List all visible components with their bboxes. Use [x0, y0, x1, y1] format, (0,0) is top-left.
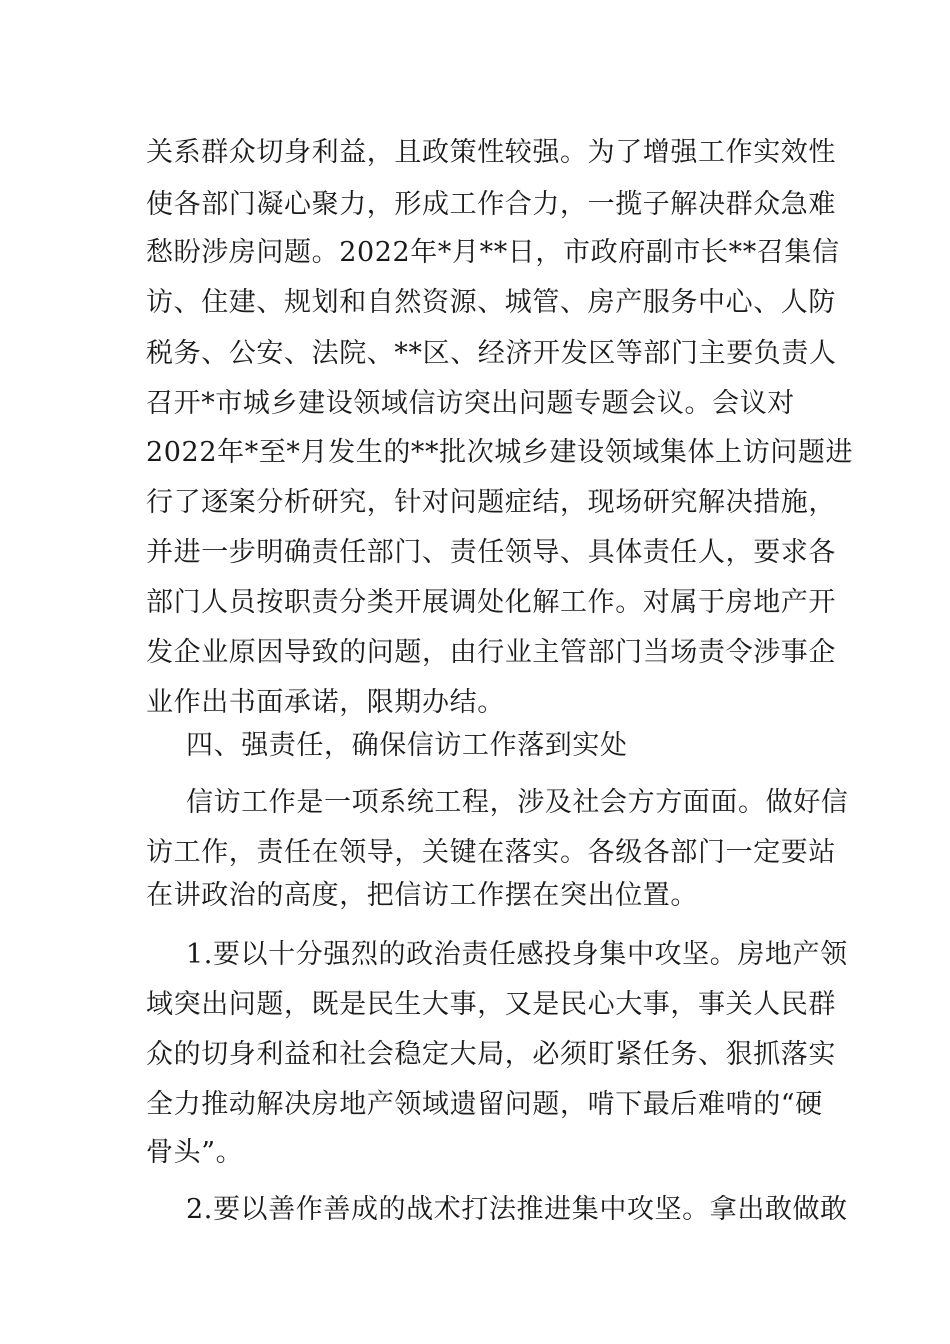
text-line: 并进一步明确责任部门、责任领导、具体责任人，要求各: [146, 537, 836, 568]
text-line: 召开*市城乡建设领域信访突出问题专题会议。会议对: [146, 388, 795, 419]
text-line: 2022年*至*月发生的**批次城乡建设领域集体上访问题进: [146, 437, 854, 468]
numbered-point: 2.要以善作善成的战术打法推进集中攻坚。拿出敢做敢: [186, 1194, 848, 1225]
text-line: 全力推动解决房地产领域遗留问题，啃下最后难啃的“硬: [146, 1089, 823, 1120]
numbered-point: 1.要以十分强烈的政治责任感投身集中攻坚。房地产领: [186, 939, 848, 970]
text-line: 访工作，责任在领导，关键在落实。各级各部门一定要站: [146, 837, 836, 868]
text-line: 业作出书面承诺，限期办结。: [146, 687, 505, 718]
text-line: 众的切身利益和社会稳定大局，必须盯紧任务、狠抓落实: [146, 1039, 836, 1070]
text-line: 关系群众切身利益，且政策性较强。为了增强工作实效性: [146, 137, 836, 168]
text-line: 域突出问题，既是民生大事，又是民心大事，事关人民群: [146, 989, 836, 1020]
text-line: 信访工作是一项系统工程，涉及社会方方面面。做好信: [186, 787, 849, 818]
text-line: 税务、公安、法院、**区、经济开发区等部门主要负责人: [146, 338, 837, 369]
text-line: 部门人员按职责分类开展调处化解工作。对属于房地产开: [146, 587, 836, 618]
text-line: 骨头”。: [146, 1137, 244, 1168]
text-line: 使各部门凝心聚力，形成工作合力，一揽子解决群众急难: [146, 189, 836, 220]
text-line: 行了逐案分析研究，针对问题症结，现场研究解决措施，: [146, 487, 836, 518]
text-line: 在讲政治的高度，把信访工作摆在突出位置。: [146, 880, 698, 911]
text-line: 发企业原因导致的问题，由行业主管部门当场责令涉事企: [146, 637, 836, 668]
section-heading: 四、强责任，确保信访工作落到实处: [186, 730, 628, 761]
text-line: 愁盼涉房问题。2022年*月**日，市政府副市长**召集信: [146, 237, 840, 268]
text-line: 访、住建、规划和自然资源、城管、房产服务中心、人防: [146, 287, 836, 318]
